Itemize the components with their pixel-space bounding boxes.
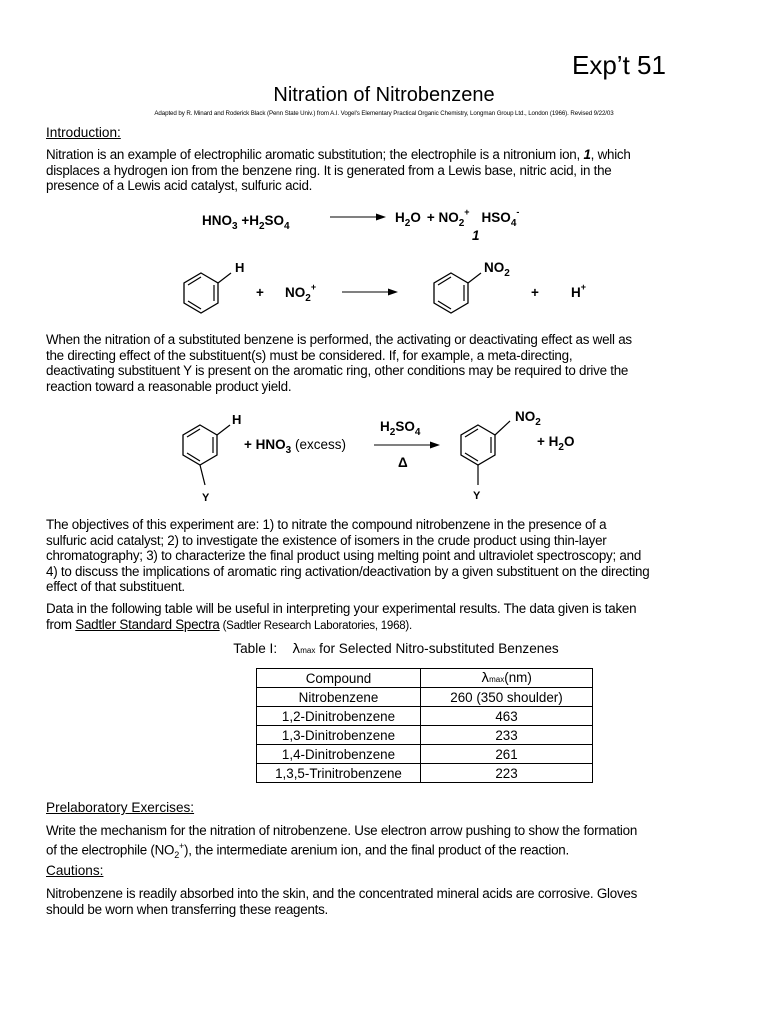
nitronium-equation [0, 200, 768, 250]
table-row: 1,4-Dinitrobenzene 261 [257, 745, 593, 764]
prelab-paragraph: Write the mechanism for the nitration of nitrobenzene. Use electron arrow pushing to show the formation of the electrophile $(NO_2^+)$, the intermediate arenium ion, and the final product of the reaction. [46, 823, 638, 860]
compound-column-header: Compound [257, 669, 421, 688]
nitro-group-label: $NO_2$ [515, 409, 541, 428]
nitrobenzene-ring [434, 273, 481, 313]
nitronium-label: 1 [472, 228, 480, 243]
proton-label: H+ [571, 282, 587, 300]
cautions-heading: Cautions: [46, 863, 104, 878]
objectives-paragraph: The objectives of this experiment are: 1) to nitrate the compound nitrobenzene in the presence of a sulfuric acid catalyst; 2) to investigate the existence of isomers in the crude product using thin-layer chromatography; 3) to characterize the final product using melting point and ultraviolet spectroscopy; and 4) to discuss the implications of aromatic ring activation/deactivation by a given substituent on the directing effect of that substituent. [46, 517, 650, 595]
substituted-benzene-ring [183, 425, 230, 485]
arrow-head [430, 442, 440, 449]
table-row: Nitrobenzene 260 (350 shoulder) [257, 688, 593, 707]
table-header-row [257, 669, 593, 688]
water-product: + $H_2O$ [537, 434, 575, 453]
benzene-ring [184, 273, 231, 313]
heat-symbol: Δ [398, 455, 408, 470]
eq1-products: $H_2O + NO_2^+$ $HSO_4^-$ [395, 207, 520, 229]
page-title: Nitration of Nitrobenzene [273, 84, 495, 106]
prelab-heading: Prelaboratory Exercises: [46, 800, 195, 815]
table-row: 1,3,5-Trinitrobenzene 223 [257, 764, 593, 783]
lambda-max-table [256, 668, 593, 783]
arrow-head [376, 214, 386, 221]
h-label: H [232, 412, 242, 427]
y-substituent-label: Y [202, 492, 210, 504]
credit-line: Adapted by R. Minard and Roderick Black (Penn State Univ.) from A.I. Vogel's Elementary Practical Organic Chemistry, Longman Group Ltd., London (1966). Revised 9/22/03 [154, 110, 614, 117]
sadtler-reference: Sadtler Standard Spectra [75, 616, 220, 632]
table-row: 1,3-Dinitrobenzene 233 [257, 726, 593, 745]
meta-nitro-ring [461, 421, 510, 485]
lambda-column-header: λmax(nm) [421, 669, 593, 688]
table-caption: Table I: λmax for Selected Nitro-substituted Benzenes [233, 641, 559, 657]
nitronium-reagent: $NO_2^+$ [285, 282, 317, 304]
nitric-acid-excess: + $HNO_3$ (excess) [244, 437, 346, 456]
introduction-heading: Introduction: [46, 125, 121, 140]
eq2-plus-2: + [531, 285, 539, 300]
catalyst-label: $H_2SO_4$ [380, 419, 421, 438]
substituted-nitration-equation [0, 405, 768, 505]
benzene-nitration-equation [0, 255, 768, 325]
substituted-benzene-paragraph: When the nitration of a substituted benzene is performed, the activating or deactivating effect as well as the directing effect of the substituent(s) must be considered. If, for example, a meta-directing, deactivating substituent Y is present on the aromatic ring, other conditions may be required to drive the reaction toward a reasonable product yield. [46, 332, 632, 394]
eq1-reactants: $HNO_3 +H_2SO_4$ [202, 213, 290, 232]
data-paragraph: Data in the following table will be useful in interpreting your experimental results. The data given is taken from Sadtler Standard Spectra (Sadtler Research Laboratories, 1968). [46, 601, 637, 632]
h-label: H [235, 260, 245, 275]
cautions-paragraph: Nitrobenzene is readily absorbed into the skin, and the concentrated mineral acids are corrosive. Gloves should be worn when transferring these reagents. [46, 886, 638, 917]
nitro-group-label: $NO_2$ [484, 260, 510, 279]
table-row: 1,2-Dinitrobenzene 463 [257, 707, 593, 726]
y-substituent-label: Y [473, 490, 481, 502]
arrow-head [388, 289, 398, 296]
experiment-number: Exp’t 51 [572, 50, 666, 80]
introduction-paragraph: Nitration is an example of electrophilic aromatic substitution; the electrophile is a nitronium ion, 1, which displaces a hydrogen ion from the benzene ring. It is generated from a Lewis base, nitric acid, in the presence of a Lewis acid catalyst, sulfuric acid. [46, 147, 631, 194]
eq2-plus: + [256, 285, 264, 300]
